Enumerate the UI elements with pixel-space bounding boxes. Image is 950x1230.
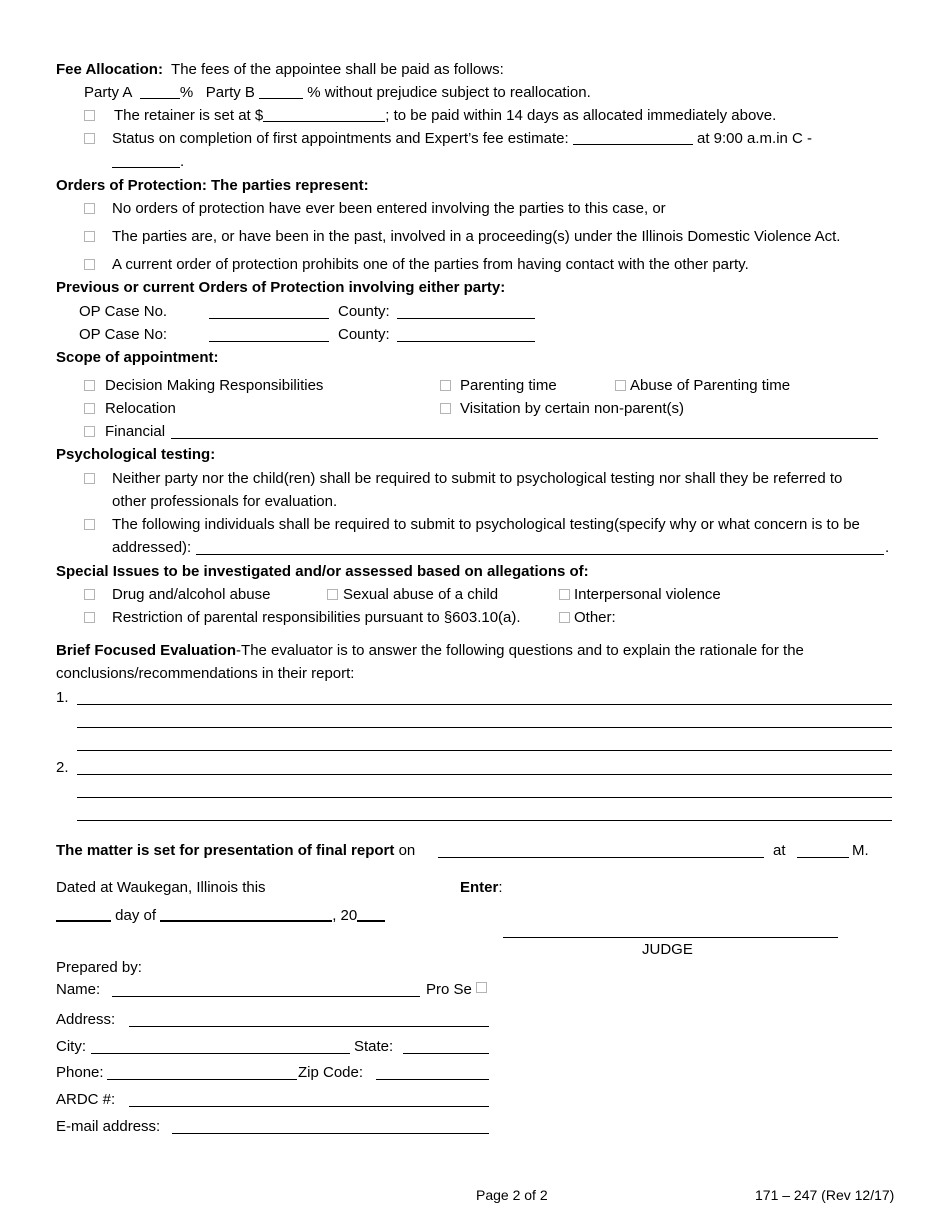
question-1-number: 1. [56,689,69,706]
op-county-1-label: County: [338,303,390,320]
final-report-date-field[interactable] [438,857,764,858]
special-violence-label: Interpersonal violence [574,586,721,603]
scope-abuse-checkbox[interactable] [615,380,626,391]
fee-allocation-heading: Fee Allocation: [56,61,163,78]
protection-opt3-label: A current order of protection prohibits one of the parties from having contact with the other party. [112,256,749,273]
op-case-1-field[interactable] [209,318,329,319]
protection-opt1-checkbox[interactable] [84,203,95,214]
op-case-1-label: OP Case No. [79,303,168,320]
scope-abuse-label: Abuse of Parenting time [630,377,791,394]
psych-heading: Psychological testing: [56,446,216,463]
final-report-at: at [773,842,786,859]
status-period: . [180,153,185,170]
page-number: Page 2 of 2 [476,1187,548,1203]
email-label: E-mail address: [56,1118,161,1135]
scope-financial-checkbox[interactable] [84,426,95,437]
retainer-text-a: The retainer is set at $ [114,107,264,124]
party-b-label: Party B [205,84,255,101]
question-1-line-3[interactable] [77,750,892,751]
scope-visitation-label: Visitation by certain non-parent(s) [460,400,685,417]
special-violence-checkbox[interactable] [559,589,570,600]
party-a-percent-field[interactable] [140,84,180,99]
question-2-line-3[interactable] [77,820,892,821]
scope-decision-label: Decision Making Responsibilities [105,377,324,394]
brief-text-line2: conclusions/recommendations in their report: [56,665,355,682]
question-1-line-2[interactable] [77,727,892,728]
scope-decision-checkbox[interactable] [84,380,95,391]
psych-individuals-field[interactable] [196,554,884,555]
protection-opt1-label: No orders of protection have ever been entered involving the parties to this case, or [112,200,666,217]
ardc-field[interactable] [129,1106,489,1107]
year-label: , 20 [332,907,358,924]
special-drug-label: Drug and/alcohol abuse [112,586,271,603]
status-text-a: Status on completion of first appointments and Expert’s fee estimate: [112,130,569,147]
special-restriction-checkbox[interactable] [84,612,95,623]
name-label: Name: [56,981,101,998]
psych-opt1-checkbox[interactable] [84,473,95,484]
zip-field[interactable] [376,1079,489,1080]
op-case-2-label: OP Case No: [79,326,168,343]
op-county-2-label: County: [338,326,390,343]
courtroom-field[interactable] [112,153,180,168]
party-b-percent-field[interactable] [259,84,303,99]
fee-allocation-intro: The fees of the appointee shall be paid as follows: [171,61,504,78]
scope-financial-field[interactable] [171,438,878,439]
pro-se-label: Pro Se [426,981,472,998]
question-1-line-1[interactable] [77,704,892,705]
psych-opt1-line2: other professionals for evaluation. [112,493,338,510]
special-other-label: Other: [574,609,616,626]
address-field[interactable] [129,1026,489,1027]
special-sexual-checkbox[interactable] [327,589,338,600]
party-split-line [84,84,591,102]
month-field[interactable] [160,906,332,922]
op-case-2-field[interactable] [209,341,329,342]
fee-allocation-line [56,61,504,79]
scope-relocation-checkbox[interactable] [84,403,95,414]
status-line [112,130,812,148]
final-report-line [56,842,415,860]
city-field[interactable] [91,1053,350,1054]
protection-heading: Orders of Protection: The parties represent: [56,177,369,194]
final-report-m: M. [852,842,869,859]
final-report-time-field[interactable] [797,857,849,858]
dated-text: Dated at Waukegan, Illinois this [56,879,266,896]
psych-opt2-checkbox[interactable] [84,519,95,530]
psych-opt2-line1: The following individuals shall be required to submit to psychological testing(specify why or what concern is to be [112,516,860,533]
special-sexual-label: Sexual abuse of a child [343,586,499,603]
protection-opt2-checkbox[interactable] [84,231,95,242]
ardc-label: ARDC #: [56,1091,116,1108]
status-checkbox[interactable] [84,133,95,144]
party-a-percent-sign: % [179,84,194,101]
state-field[interactable] [403,1053,489,1054]
party-b-percent-text: % without prejudice subject to reallocation. [307,84,591,101]
status-date-field[interactable] [573,130,693,145]
day-of-label: day of [115,907,157,924]
question-2-number: 2. [56,759,69,776]
previous-op-heading: Previous or current Orders of Protection involving either party: [56,279,506,296]
brief-text-line1: -The evaluator is to answer the following questions and to explain the rationale for the [236,642,804,659]
scope-parenting-label: Parenting time [460,377,557,394]
retainer-line [114,107,776,125]
psych-opt2-line2-label: addressed): [112,539,192,556]
final-report-label: The matter is set for presentation of final report [56,842,395,859]
scope-financial-label: Financial [105,423,166,440]
retainer-checkbox[interactable] [84,110,95,121]
scope-visitation-checkbox[interactable] [440,403,451,414]
special-drug-checkbox[interactable] [84,589,95,600]
judge-signature-line[interactable] [503,937,838,938]
day-line [56,906,385,925]
email-field[interactable] [172,1133,489,1134]
enter-label: Enter [460,879,499,896]
phone-field[interactable] [107,1079,297,1080]
zip-label: Zip Code: [298,1064,364,1081]
address-label: Address: [56,1011,116,1028]
protection-opt2-label: The parties are, or have been in the past, involved in a proceeding(s) under the Illinois Domestic Violence Act. [112,228,841,245]
final-report-on: on [398,842,416,859]
scope-parenting-checkbox[interactable] [440,380,451,391]
prepared-heading: Prepared by: [56,959,142,976]
special-other-checkbox[interactable] [559,612,570,623]
psych-opt2-period: . [885,539,890,556]
party-a-label: Party A [84,84,132,101]
day-field[interactable] [56,906,111,922]
city-label: City: [56,1038,86,1055]
question-2-line-2[interactable] [77,797,892,798]
brief-heading: Brief Focused Evaluation [56,642,237,659]
psych-opt1-line1: Neither party nor the child(ren) shall be required to submit to psychological testing nor shall they be referred to [112,470,843,487]
op-county-1-field[interactable] [397,318,535,319]
judge-label: JUDGE [642,941,693,958]
year-field[interactable] [357,906,385,922]
form-number: 171 – 247 (Rev 12/17) [755,1187,895,1203]
status-line-2 [112,153,184,171]
name-field[interactable] [112,996,420,997]
scope-relocation-label: Relocation [105,400,176,417]
scope-heading: Scope of appointment: [56,349,219,366]
op-county-2-field[interactable] [397,341,535,342]
special-heading: Special Issues to be investigated and/or assessed based on allegations of: [56,563,589,580]
special-restriction-label: Restriction of parental responsibilities pursuant to §603.10(a). [112,609,521,626]
enter-colon: : [498,879,503,896]
status-text-b: at 9:00 a.m.in C - [696,130,813,147]
state-label: State: [354,1038,394,1055]
pro-se-checkbox[interactable] [476,982,487,993]
retainer-text-b: ; to be paid within 14 days as allocated immediately above. [385,107,777,124]
phone-label: Phone: [56,1064,104,1081]
retainer-amount-field[interactable] [263,107,385,122]
question-2-line-1[interactable] [77,774,892,775]
enter-line [460,879,503,897]
brief-line1 [56,642,804,660]
protection-opt3-checkbox[interactable] [84,259,95,270]
pro-se-line [426,981,487,999]
